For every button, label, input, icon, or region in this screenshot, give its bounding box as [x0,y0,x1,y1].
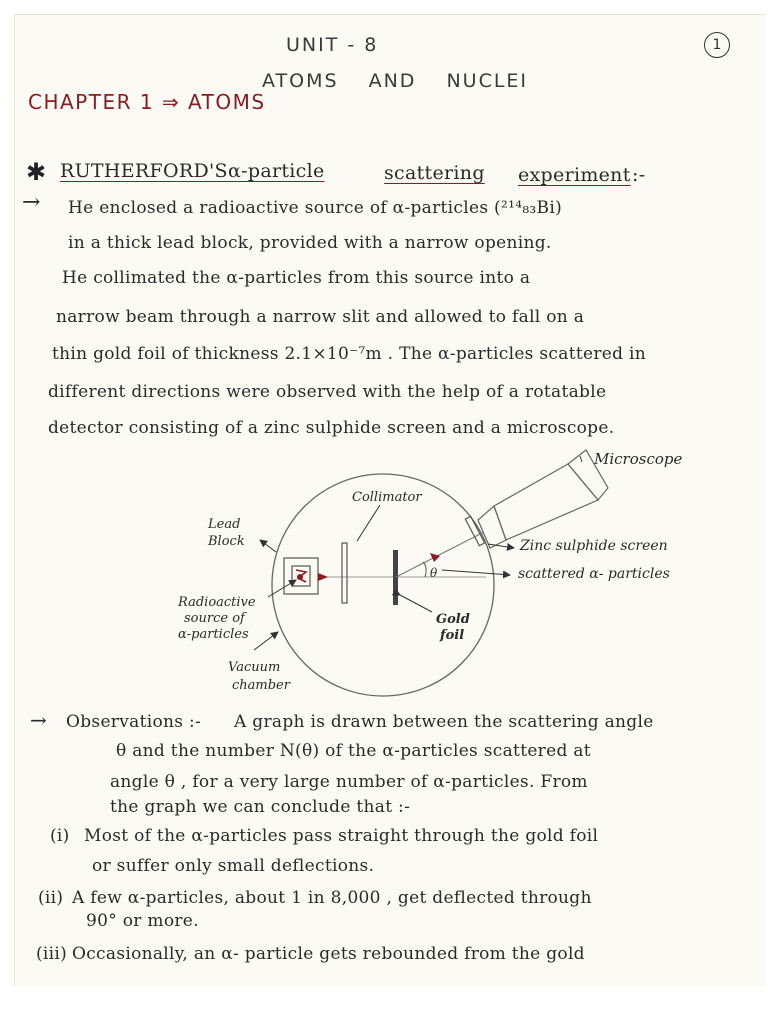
label-vacuum-line-1: Vacuum [228,660,281,675]
observations-line-3: angle θ , for a very large number of α-particles. From [110,772,588,792]
scattered-leader [442,570,510,575]
theta-arc [423,562,426,577]
heading-suffix: :- [632,164,646,186]
scattered-ray [396,532,484,577]
chapter-heading: CHAPTER 1 ⇒ ATOMS [28,90,266,114]
page-title: ATOMS AND NUCLEI [262,70,529,92]
scattered-arrow-icon [430,553,440,562]
label-source-line-2: source of [184,611,245,626]
observations-arrow-icon: → [30,708,48,732]
paragraph-line-7: detector consisting of a zinc sulphide screen and a microscope. [48,418,615,438]
observations-line-1: A graph is drawn between the scattering angle [234,712,654,732]
observations-line-4: the graph we can conclude that :- [110,797,411,817]
page-number: 1 [704,32,730,58]
heading-rutherford: RUTHERFORD'S [60,160,228,182]
point-1-line-2: or suffer only small deflections. [92,856,375,876]
point-3-line-1: Occasionally, an α- particle gets rebounded from the gold [72,944,585,964]
paragraph-arrow-icon: → [22,190,41,215]
label-gold-foil-line-2: foil [440,628,465,643]
point-2-number: (ii) [38,888,64,908]
label-source-line-1: Radioactive [178,595,256,610]
zinc-sulphide-screen [465,516,484,545]
label-gold-foil-line-1: Gold [436,612,470,627]
unit-title: UNIT - 8 [286,34,379,56]
paragraph-line-1: He enclosed a radioactive source of α-particles (²¹⁴₈₃Bi) [68,198,563,218]
paragraph-line-5: thin gold foil of thickness 2.1×10⁻⁷m . The α-particles scattered in [52,344,646,364]
label-scattered-particles: scattered α- particles [518,566,670,582]
gold-foil-leader [400,595,432,612]
collimator-slit [342,543,347,603]
observations-heading: Observations :- [66,712,202,732]
point-2-line-1: A few α-particles, about 1 in 8,000 , get deflected through [72,888,592,908]
vacuum-leader [254,632,278,650]
gold-foil [393,550,398,605]
point-1-number: (i) [50,826,70,846]
label-microscope: Microscope [594,450,683,468]
heading-experiment: experiment [518,164,631,186]
point-3-number: (iii) [36,944,68,964]
observations-line-2: θ and the number N(θ) of the α-particles scattered at [116,741,591,761]
point-1-line-1: Most of the α-particles pass straight through the gold foil [84,826,599,846]
label-source-line-3: α-particles [178,627,249,642]
label-lead-block: Lead Block [208,517,245,549]
collimator-leader [357,505,380,541]
radioactive-source-dot [297,574,303,580]
paragraph-line-4: narrow beam through a narrow slit and allowed to fall on a [56,307,585,327]
point-2-line-2: 90° or more. [86,911,199,931]
label-collimator: Collimator [352,490,422,505]
heading-alpha-particle: α-particle [228,160,325,182]
heading-scattering: scattering [384,162,485,184]
paragraph-line-6: different directions were observed with the help of a rotatable [48,382,607,402]
microscope-icon [478,450,608,548]
paragraph-line-2: in a thick lead block, provided with a narrow opening. [68,233,552,253]
label-vacuum-line-2: chamber [232,678,290,693]
label-zinc-sulphide-screen: Zinc sulphide screen [520,538,668,554]
vacuum-chamber-circle [272,474,494,696]
paragraph-line-3: He collimated the α-particles from this source into a [62,268,531,288]
microscope-leader [580,456,582,462]
bullet-asterisk-icon: ✱ [26,158,47,186]
beam-arrow-icon [318,573,328,581]
label-theta: θ [430,566,438,580]
